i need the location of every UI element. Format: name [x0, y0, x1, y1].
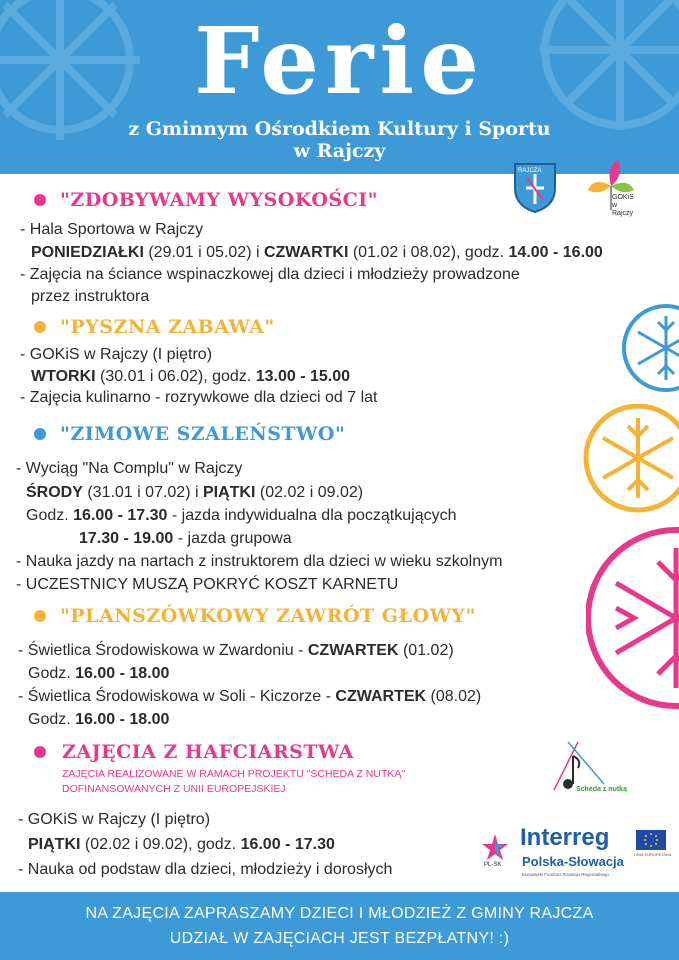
s2-place: - GOKiS w Rajczy (I piętro) [20, 346, 213, 363]
section-title-text: ZAJĘCIA Z HAFCIARSTWA [62, 741, 354, 763]
s5-note-1: ZAJĘCIA REALIZOWANE W RAMACH PROJEKTU "SCHEDA Z NUTKĄ" [62, 768, 406, 780]
s3-place: - Wyciąg "Na Complu" w Rajczy [16, 460, 243, 477]
gokis-logo [584, 156, 638, 216]
section-title-text: "PLANSZÓWKOWY ZAWRÓT GŁOWY" [60, 605, 476, 627]
gokis-text: GOKiS w Rajczy [612, 194, 634, 217]
subtitle-line-1: z Gminnym Ośrodkiem Kultury i Sportu [128, 118, 551, 140]
crest-text: RAJCZA [518, 168, 542, 174]
section-title-pyszna [34, 316, 275, 338]
s1-place: - Hala Sportowa w Rajczy [20, 221, 204, 238]
footer-line-1: NA ZAJĘCIA ZAPRASZAMY DZIECI I MŁODZIEŻ Z GMINY RAJCZA [85, 905, 594, 922]
s3-desc-1: - Nauka jazdy na nartach z instruktorem dla dzieci w wieku szkolnym [16, 553, 503, 570]
pink-bullet-icon [34, 746, 46, 758]
blue-snowflake-icon [620, 298, 679, 402]
page-title: Ferie [194, 7, 485, 115]
section-title-zimowe [34, 423, 345, 445]
section-title-text: "PYSZNA ZABAWA" [60, 316, 275, 338]
rajcza-crest-logo [512, 158, 558, 218]
pink-snowflake-icon [586, 518, 679, 722]
interreg-small-text: Europejski Fundusz Rozwoju Regionalnego [522, 872, 610, 877]
orange-snowflake-icon [582, 404, 679, 518]
subtitle-line-2: w Rajczy [293, 140, 386, 162]
section-title-text: "ZIMOWE SZALEŃSTWO" [60, 423, 346, 445]
section-title-planszowkowy [34, 605, 476, 627]
s3-time-2: 17.30 - 19.00 - jazda grupowa [79, 530, 292, 547]
s3-desc-2: - UCZESTNICY MUSZĄ POKRYĆ KOSZT KARNETU [16, 576, 399, 593]
interreg-subtitle: Polska-Słowacja [522, 854, 624, 869]
s2-days: WTORKI (30.01 i 06.02), godz. 13.00 - 15.00 [31, 368, 350, 385]
page-subtitle [0, 118, 679, 162]
interreg-logo [480, 826, 670, 886]
s4-time-1: Godz. 16.00 - 18.00 [28, 665, 170, 682]
orange-bullet-icon [34, 610, 46, 622]
s1-days: PONIEDZIAŁKI (29.01 i 05.02) i CZWARTKI (01.02 i 08.02), godz. 14.00 - 16.00 [31, 244, 603, 261]
section-title-text: "ZDOBYWAMY WYSOKOŚCI" [60, 189, 379, 211]
s3-days: ŚRODY (31.01 i 07.02) i PIĄTKI (02.02 i 09.02) [26, 484, 364, 501]
orange-bullet-icon [34, 321, 46, 333]
s4-place-2: - Świetlica Środowiskowa w Soli - Kiczorze - CZWARTEK (08.02) [18, 688, 482, 705]
s1-desc-1: - Zajęcia na ściance wspinaczkowej dla dzieci i młodzieży prowadzone [20, 266, 520, 283]
s5-place: - GOKiS w Rajczy (I piętro) [18, 811, 211, 828]
section-title-hafciarstwo [34, 741, 354, 763]
interreg-title: Interreg [520, 824, 610, 851]
s4-place-1: - Świetlica Środowiskowa w Zwardoniu - CZWARTEK (01.02) [18, 642, 454, 659]
eu-flag-icon [636, 830, 666, 850]
blue-bullet-icon [34, 428, 46, 440]
s3-time-1: Godz. 16.00 - 17.30 - jazda indywidualna dla początkujących [26, 507, 457, 524]
footer-banner [0, 892, 679, 960]
header-banner [0, 0, 679, 174]
eu-text: UNIA EUROPEJSKA [634, 852, 672, 857]
plsk-text: PL-SK [484, 862, 502, 868]
footer-line-2: UDZIAŁ W ZAJĘCIACH JEST BEZPŁATNY! :) [169, 930, 510, 947]
scheda-text: Scheda z nutką [576, 786, 627, 793]
s5-note-2: DOFINANSOWANYCH Z UNII EUROPEJSKIEJ [62, 783, 286, 795]
pink-bullet-icon [34, 194, 46, 206]
s5-days: PIĄTKI (02.02 i 09.02), godz. 16.00 - 17.30 [28, 836, 335, 853]
s5-desc: - Nauka od podstaw dla dzieci, młodzieży i dorosłych [18, 861, 393, 878]
s2-desc: - Zajęcia kulinarno - rozrywkowe dla dzieci od 7 lat [20, 389, 378, 406]
s1-desc-2: przez instruktora [31, 288, 150, 305]
s4-time-2: Godz. 16.00 - 18.00 [28, 711, 170, 728]
section-title-zdobywamy [34, 189, 378, 211]
scheda-logo [538, 738, 648, 802]
